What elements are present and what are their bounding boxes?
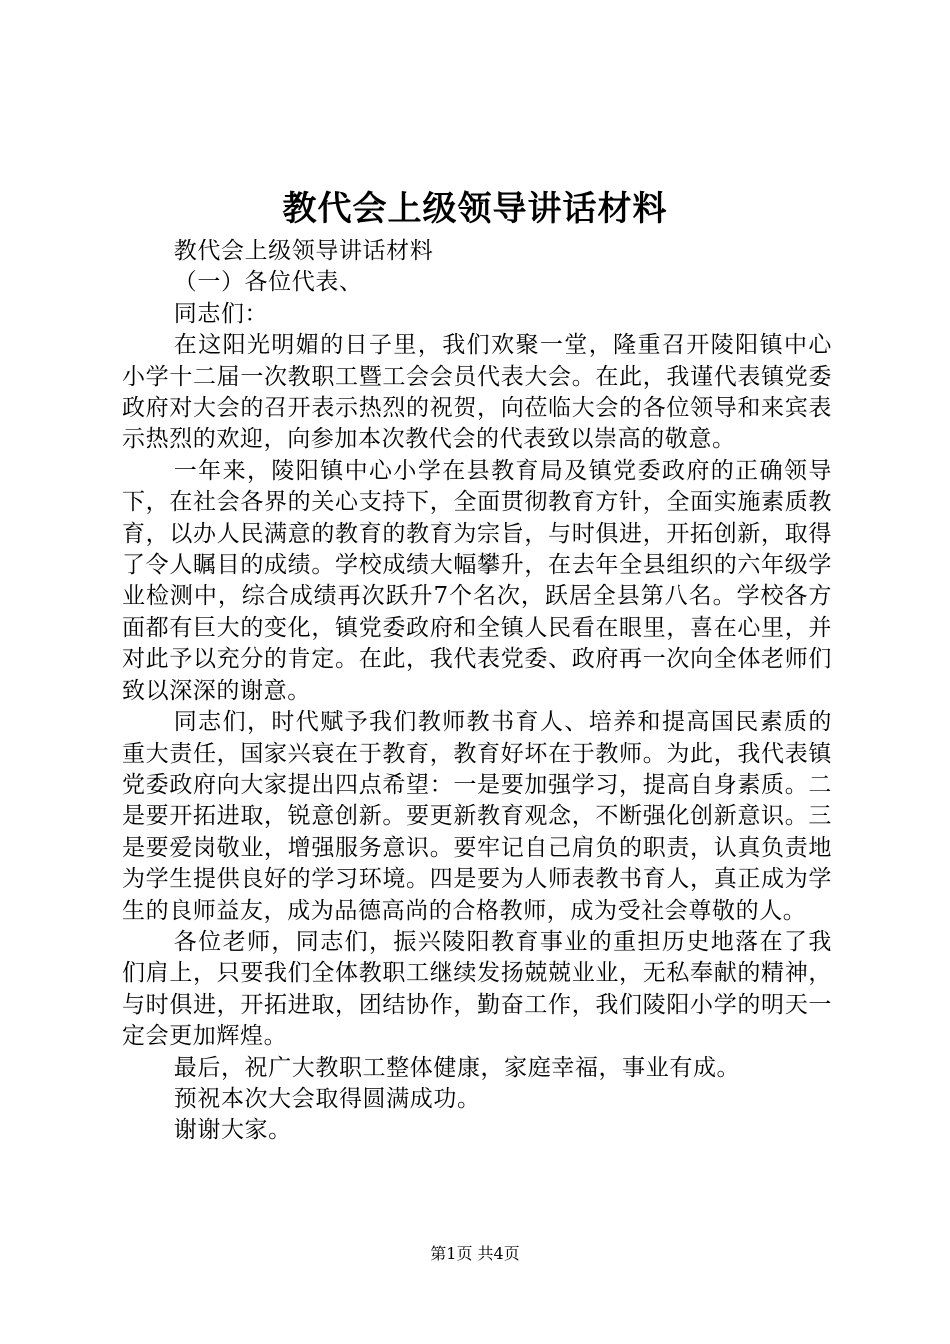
paragraph-thanks: 谢谢大家。 [173, 1117, 292, 1144]
document-body [122, 236, 832, 1147]
page-number-footer: 第1页 共4页 [430, 1244, 520, 1263]
paragraph-encouragement: 各位老师，同志们，振兴陵阳教育事业的重担历史地落在了我们肩上，只要我们全体教职工继续发扬兢兢业业，无私奉献的精神，与时俱进，开拓进取，团结协作，勤奋工作，我们陵阳小学的明天一定会更加辉煌。 [122, 928, 832, 1050]
paragraph-wishes: 最后，祝广大教职工整体健康，家庭幸福，事业有成。 [173, 1054, 741, 1081]
document-title: 教代会上级领导讲话材料 [282, 189, 668, 229]
paragraph-achievements: 一年来，陵阳镇中心小学在县教育局及镇党委政府的正确领导下，在社会各界的关心支持下，全面贯彻教育方针，全面实施素质教育，以办人民满意的教育的教育为宗旨，与时俱进，开拓创新，取得了令人瞩目的成绩。学校成绩大幅攀升，在去年全县组织的六年级学业检测中，综合成绩再次跃升7个名次，跃居全县第八名。学校各方面都有巨大的变化，镇党委政府和全镇人民看在眼里，喜在心里，并对此予以充分的肯定。在此，我代表党委、政府再一次向全体老师们致以深深的谢意。 [122, 457, 832, 704]
paragraph-hopes: 同志们，时代赋予我们教师教书育人、培养和提高国民素质的重大责任，国家兴衰在于教育，教育好坏在于教师。为此，我代表镇党委政府向大家提出四点希望：一是要加强学习，提高自身素质。二是要开拓进取，锐意创新。要更新教育观念，不断强化创新意识。三是要爱岗敬业，增强服务意识。要牢记自己肩负的职责，认真负责地为学生提供良好的学习环境。四是要为人师表教书育人，真正成为学生的良师益友，成为品德高尚的合格教师，成为受社会尊敬的人。 [122, 709, 832, 924]
paragraph-subtitle: 教代会上级领导讲话材料 [173, 238, 434, 264]
paragraph-salutation-2: 同志们： [173, 300, 269, 327]
paragraph-opening: 在这阳光明媚的日子里，我们欢聚一堂，隆重召开陵阳镇中心小学十二届一次教职工暨工会会员代表大会。在此，我谨代表镇党委政府对大会的召开表示热烈的祝贺，向莅临大会的各位领导和来宾表示热烈的欢迎，向参加本次教代会的代表致以崇高的敬意。 [122, 332, 832, 453]
paragraph-salutation-1: （一）各位代表、 [173, 269, 363, 296]
paragraph-success: 预祝本次大会取得圆满成功。 [173, 1085, 481, 1112]
